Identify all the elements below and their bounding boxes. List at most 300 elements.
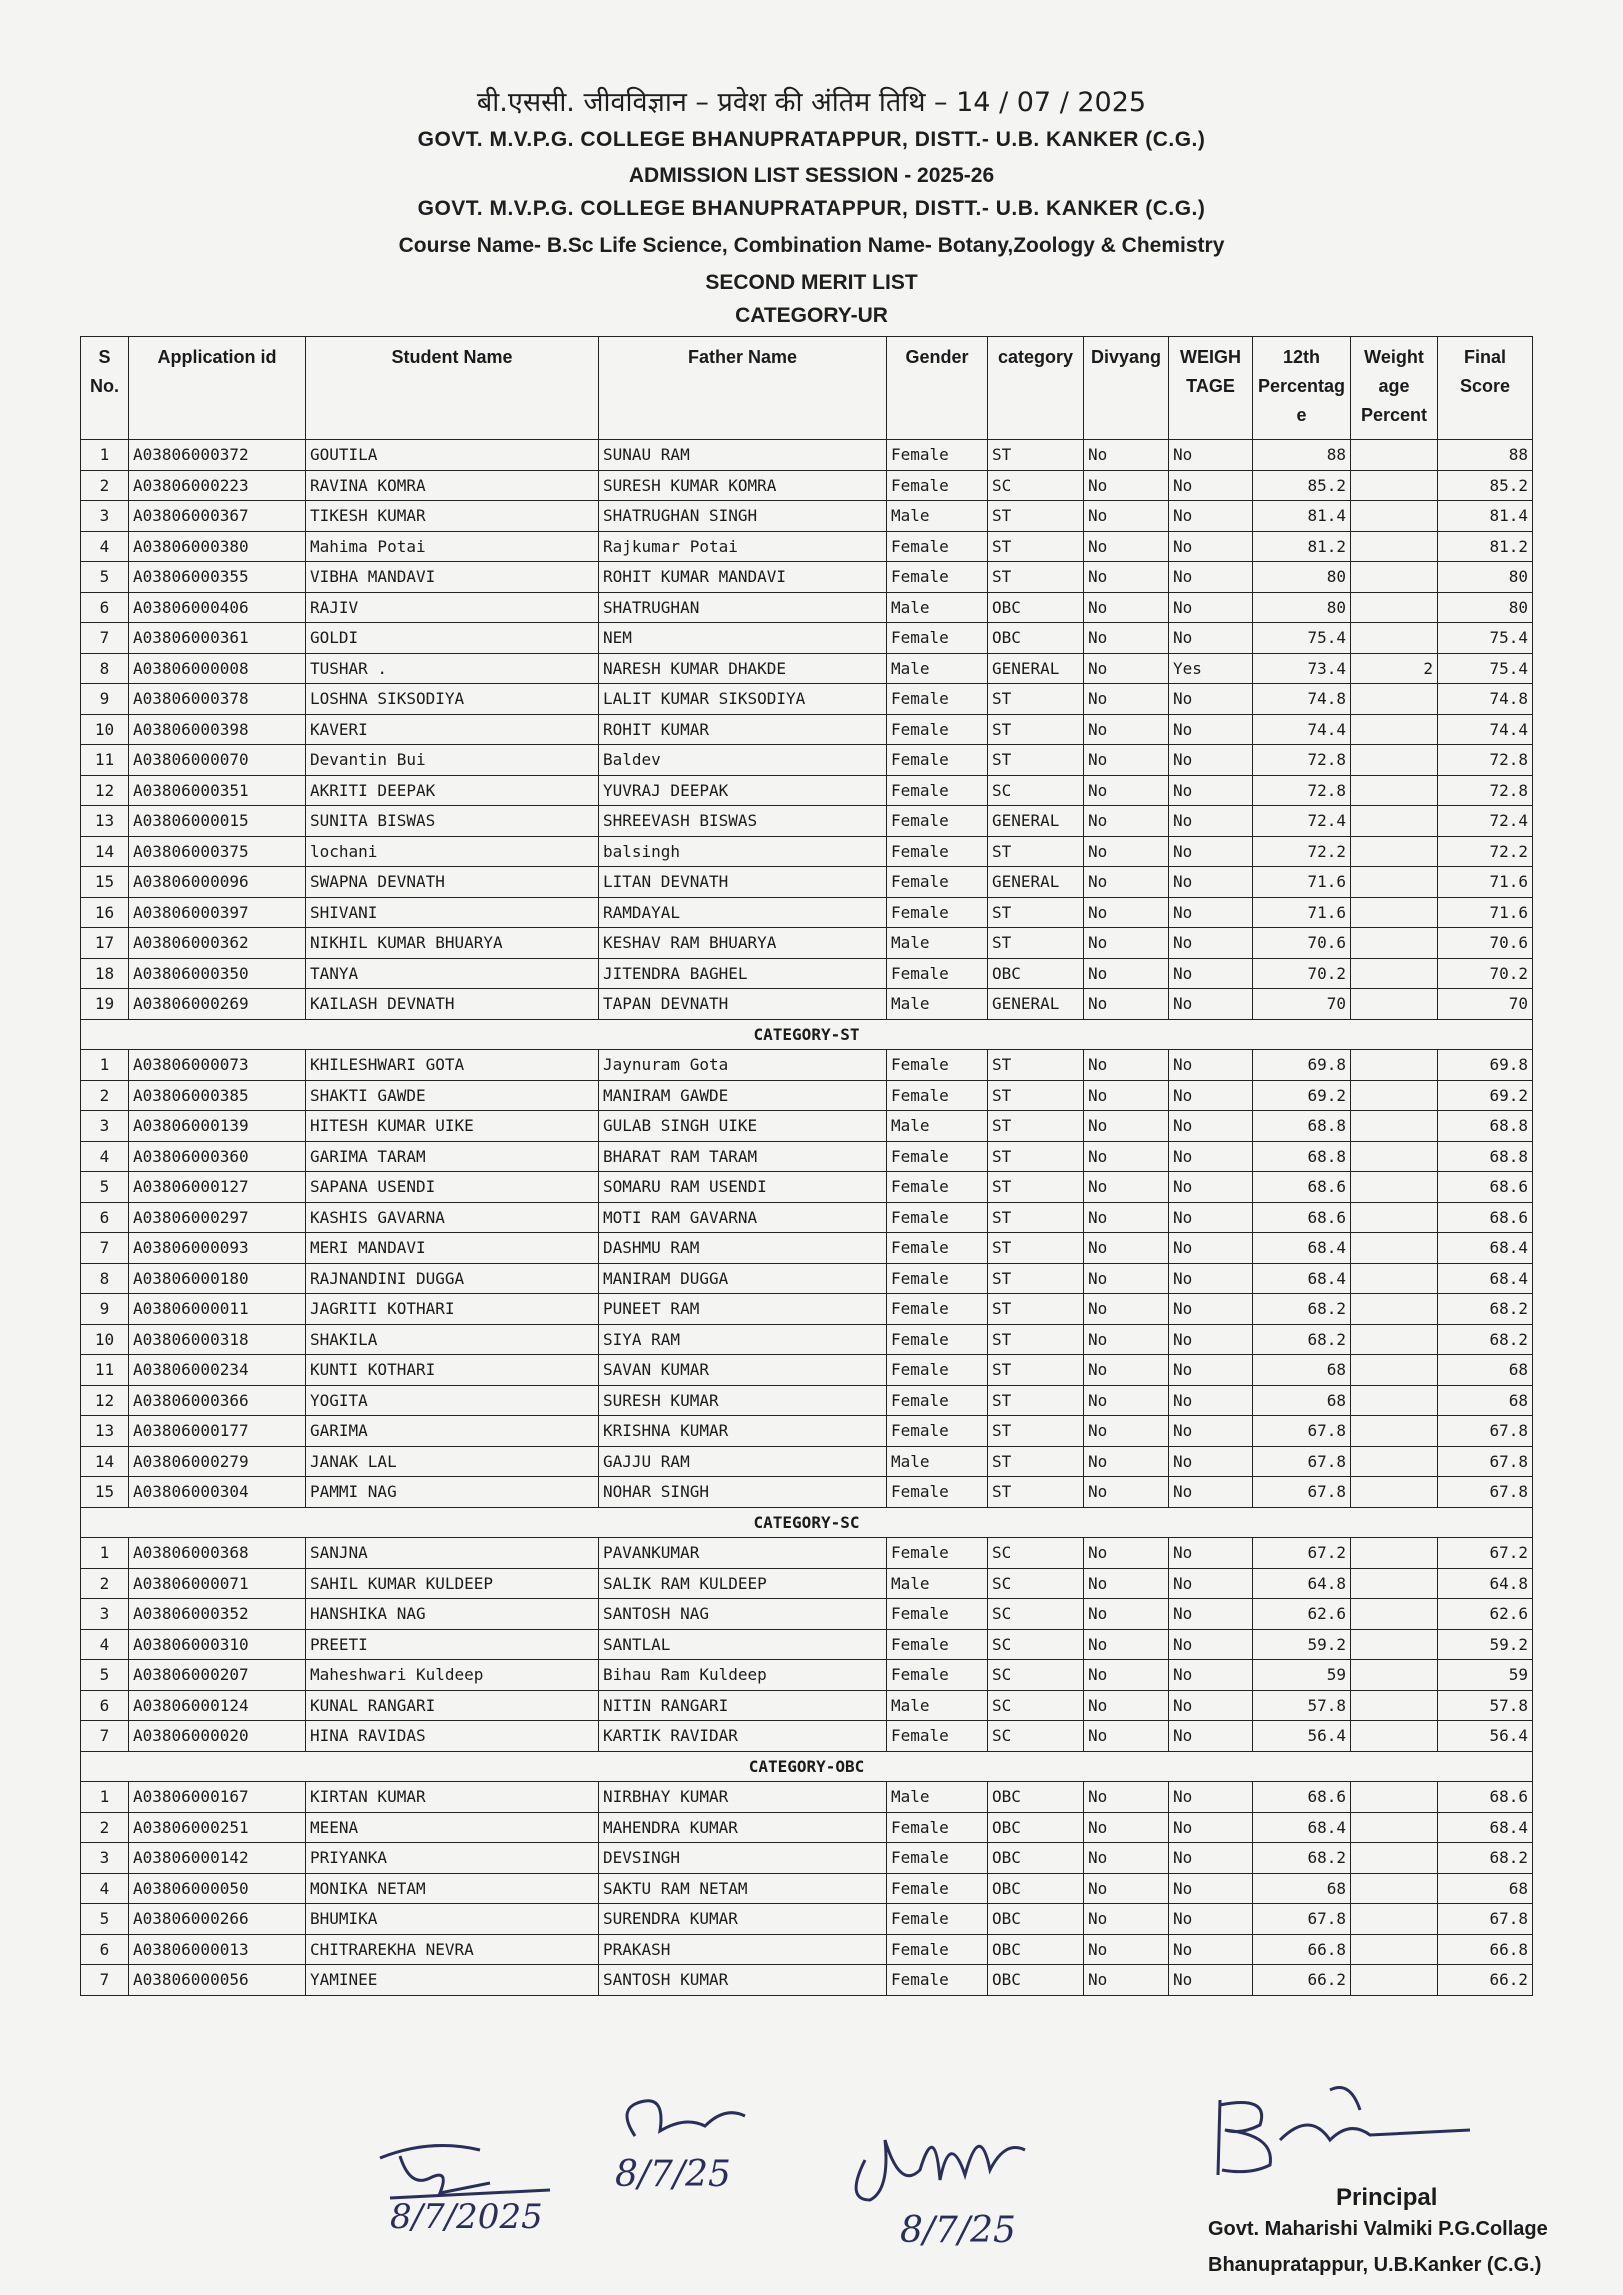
cell-gender: Male <box>887 1690 988 1721</box>
cell-weightage: No <box>1169 1629 1253 1660</box>
cell-divyang: No <box>1084 562 1169 593</box>
cell-final-score: 71.6 <box>1438 897 1533 928</box>
cell-application-id: A03806000056 <box>129 1965 306 1996</box>
cell-gender: Female <box>887 1355 988 1386</box>
cell-father-name: SANTLAL <box>599 1629 887 1660</box>
cell-percentage: 74.8 <box>1253 684 1351 715</box>
cell-category: ST <box>988 1294 1084 1325</box>
cell-student-name: GOUTILA <box>306 440 599 471</box>
cell-student-name: RAJNANDINI DUGGA <box>306 1263 599 1294</box>
cell-divyang: No <box>1084 714 1169 745</box>
cell-application-id: A03806000372 <box>129 440 306 471</box>
col-header-student-name: Student Name <box>306 337 599 440</box>
cell-application-id: A03806000378 <box>129 684 306 715</box>
cell-student-name: HANSHIKA NAG <box>306 1599 599 1630</box>
cell-category: GENERAL <box>988 653 1084 684</box>
cell-sno: 6 <box>81 1202 129 1233</box>
cell-divyang: No <box>1084 1263 1169 1294</box>
signature-3 <box>840 2100 1060 2250</box>
cell-divyang: No <box>1084 684 1169 715</box>
cell-weightage: No <box>1169 1873 1253 1904</box>
cell-final-score: 67.8 <box>1438 1477 1533 1508</box>
cell-category: ST <box>988 1477 1084 1508</box>
cell-application-id: A03806000380 <box>129 531 306 562</box>
cell-sno: 11 <box>81 745 129 776</box>
cell-weightage: No <box>1169 1782 1253 1813</box>
cell-weightage-percent <box>1351 1538 1438 1569</box>
cell-father-name: PRAKASH <box>599 1934 887 1965</box>
cell-sno: 1 <box>81 1050 129 1081</box>
cell-weightage: No <box>1169 775 1253 806</box>
cell-category: ST <box>988 1141 1084 1172</box>
cell-student-name: SHIVANI <box>306 897 599 928</box>
cell-sno: 14 <box>81 836 129 867</box>
cell-final-score: 81.2 <box>1438 531 1533 562</box>
cell-father-name: SURESH KUMAR <box>599 1385 887 1416</box>
principal-title: Principal <box>1336 2184 1438 2211</box>
cell-weightage: No <box>1169 1141 1253 1172</box>
cell-student-name: TUSHAR . <box>306 653 599 684</box>
cell-category: SC <box>988 470 1084 501</box>
cell-sno: 12 <box>81 775 129 806</box>
table-row <box>81 1446 1533 1477</box>
cell-sno: 3 <box>81 1843 129 1874</box>
table-row <box>81 1812 1533 1843</box>
cell-category: OBC <box>988 592 1084 623</box>
cell-application-id: A03806000013 <box>129 1934 306 1965</box>
cell-application-id: A03806000050 <box>129 1873 306 1904</box>
cell-student-name: KUNTI KOTHARI <box>306 1355 599 1386</box>
cell-category: OBC <box>988 1812 1084 1843</box>
cell-weightage-percent: 2 <box>1351 653 1438 684</box>
cell-student-name: PAMMI NAG <box>306 1477 599 1508</box>
cell-weightage-percent <box>1351 440 1438 471</box>
cell-father-name: Jaynuram Gota <box>599 1050 887 1081</box>
cell-weightage-percent <box>1351 836 1438 867</box>
cell-divyang: No <box>1084 440 1169 471</box>
table-row <box>81 1629 1533 1660</box>
table-row <box>81 1934 1533 1965</box>
table-row <box>81 1080 1533 1111</box>
cell-gender: Female <box>887 714 988 745</box>
cell-weightage: No <box>1169 1660 1253 1691</box>
cell-divyang: No <box>1084 928 1169 959</box>
cell-weightage: No <box>1169 1538 1253 1569</box>
cell-weightage-percent <box>1351 1385 1438 1416</box>
cell-gender: Female <box>887 806 988 837</box>
table-row <box>81 1172 1533 1203</box>
col-header-application-id: Application id <box>129 337 306 440</box>
cell-gender: Female <box>887 1263 988 1294</box>
cell-student-name: KAILASH DEVNATH <box>306 989 599 1020</box>
cell-sno: 9 <box>81 1294 129 1325</box>
cell-category: ST <box>988 1080 1084 1111</box>
cell-percentage: 66.8 <box>1253 1934 1351 1965</box>
cell-weightage: Yes <box>1169 653 1253 684</box>
principal-college: Govt. Maharishi Valmiki P.G.Collage <box>1208 2218 1548 2240</box>
cell-sno: 2 <box>81 1568 129 1599</box>
cell-sno: 13 <box>81 806 129 837</box>
table-row <box>81 928 1533 959</box>
table-row <box>81 1690 1533 1721</box>
cell-application-id: A03806000020 <box>129 1721 306 1752</box>
cell-sno: 7 <box>81 1965 129 1996</box>
cell-student-name: LOSHNA SIKSODIYA <box>306 684 599 715</box>
cell-application-id: A03806000015 <box>129 806 306 837</box>
cell-application-id: A03806000397 <box>129 897 306 928</box>
cell-category: GENERAL <box>988 989 1084 1020</box>
cell-percentage: 68.6 <box>1253 1202 1351 1233</box>
cell-divyang: No <box>1084 1477 1169 1508</box>
table-row <box>81 531 1533 562</box>
table-row <box>81 1416 1533 1447</box>
table-row <box>81 1965 1533 1996</box>
cell-final-score: 56.4 <box>1438 1721 1533 1752</box>
cell-gender: Female <box>887 1660 988 1691</box>
cell-student-name: KASHIS GAVARNA <box>306 1202 599 1233</box>
cell-father-name: GULAB SINGH UIKE <box>599 1111 887 1142</box>
cell-percentage: 67.2 <box>1253 1538 1351 1569</box>
cell-weightage-percent <box>1351 1446 1438 1477</box>
cell-gender: Female <box>887 1965 988 1996</box>
cell-divyang: No <box>1084 1690 1169 1721</box>
cell-student-name: VIBHA MANDAVI <box>306 562 599 593</box>
cell-sno: 4 <box>81 531 129 562</box>
cell-category: ST <box>988 1324 1084 1355</box>
cell-divyang: No <box>1084 1202 1169 1233</box>
cell-weightage-percent <box>1351 531 1438 562</box>
cell-student-name: Mahima Potai <box>306 531 599 562</box>
cell-divyang: No <box>1084 958 1169 989</box>
table-body <box>81 440 1533 1996</box>
table-row <box>81 440 1533 471</box>
cell-final-score: 75.4 <box>1438 623 1533 654</box>
cell-father-name: LALIT KUMAR SIKSODIYA <box>599 684 887 715</box>
cell-father-name: JITENDRA BAGHEL <box>599 958 887 989</box>
cell-category: SC <box>988 775 1084 806</box>
cell-weightage-percent <box>1351 684 1438 715</box>
cell-sno: 7 <box>81 623 129 654</box>
cell-percentage: 72.8 <box>1253 745 1351 776</box>
table-row <box>81 1904 1533 1935</box>
cell-category: ST <box>988 562 1084 593</box>
cell-student-name: GOLDI <box>306 623 599 654</box>
cell-gender: Female <box>887 1233 988 1264</box>
cell-student-name: KAVERI <box>306 714 599 745</box>
cell-category: ST <box>988 897 1084 928</box>
cell-sno: 2 <box>81 470 129 501</box>
cell-weightage-percent <box>1351 1111 1438 1142</box>
cell-final-score: 62.6 <box>1438 1599 1533 1630</box>
cell-gender: Female <box>887 1599 988 1630</box>
category-heading-row <box>81 1019 1533 1050</box>
cell-weightage: No <box>1169 684 1253 715</box>
cell-student-name: CHITRAREKHA NEVRA <box>306 1934 599 1965</box>
cell-final-score: 57.8 <box>1438 1690 1533 1721</box>
cell-application-id: A03806000310 <box>129 1629 306 1660</box>
cell-category: OBC <box>988 1843 1084 1874</box>
merit-list-title: SECOND MERIT LIST <box>705 271 918 294</box>
cell-sno: 3 <box>81 1111 129 1142</box>
cell-sno: 8 <box>81 653 129 684</box>
cell-percentage: 80 <box>1253 592 1351 623</box>
cell-weightage-percent <box>1351 1721 1438 1752</box>
cell-category: ST <box>988 1050 1084 1081</box>
cell-percentage: 68.2 <box>1253 1324 1351 1355</box>
cell-category: ST <box>988 1202 1084 1233</box>
cell-category: ST <box>988 1446 1084 1477</box>
cell-final-score: 68.6 <box>1438 1172 1533 1203</box>
table-row <box>81 1233 1533 1264</box>
cell-father-name: MOTI RAM GAVARNA <box>599 1202 887 1233</box>
cell-gender: Female <box>887 1629 988 1660</box>
cell-father-name: DASHMU RAM <box>599 1233 887 1264</box>
cell-percentage: 68 <box>1253 1385 1351 1416</box>
cell-application-id: A03806000385 <box>129 1080 306 1111</box>
cell-weightage-percent <box>1351 806 1438 837</box>
table-row <box>81 1324 1533 1355</box>
col-header-category: category <box>988 337 1084 440</box>
cell-divyang: No <box>1084 1812 1169 1843</box>
cell-final-score: 68.8 <box>1438 1111 1533 1142</box>
cell-weightage: No <box>1169 1355 1253 1386</box>
cell-father-name: SOMARU RAM USENDI <box>599 1172 887 1203</box>
table-row <box>81 1599 1533 1630</box>
cell-weightage-percent <box>1351 1660 1438 1691</box>
cell-weightage-percent <box>1351 1202 1438 1233</box>
cell-sno: 4 <box>81 1141 129 1172</box>
cell-gender: Female <box>887 836 988 867</box>
cell-weightage-percent <box>1351 562 1438 593</box>
cell-weightage: No <box>1169 1965 1253 1996</box>
cell-weightage-percent <box>1351 1477 1438 1508</box>
cell-father-name: KRISHNA KUMAR <box>599 1416 887 1447</box>
cell-final-score: 74.4 <box>1438 714 1533 745</box>
cell-divyang: No <box>1084 1660 1169 1691</box>
cell-final-score: 68 <box>1438 1873 1533 1904</box>
cell-sno: 8 <box>81 1263 129 1294</box>
cell-student-name: KUNAL RANGARI <box>306 1690 599 1721</box>
col-header-12th-percentage: 12th Percentag e <box>1253 337 1351 440</box>
principal-signature <box>1200 2080 1480 2190</box>
cell-divyang: No <box>1084 1782 1169 1813</box>
cell-application-id: A03806000318 <box>129 1324 306 1355</box>
cell-father-name: SALIK RAM KULDEEP <box>599 1568 887 1599</box>
cell-weightage-percent <box>1351 1812 1438 1843</box>
cell-weightage: No <box>1169 1599 1253 1630</box>
cell-weightage: No <box>1169 1934 1253 1965</box>
cell-weightage: No <box>1169 745 1253 776</box>
cell-application-id: A03806000234 <box>129 1355 306 1386</box>
cell-application-id: A03806000070 <box>129 745 306 776</box>
cell-final-score: 81.4 <box>1438 501 1533 532</box>
cell-father-name: SUNAU RAM <box>599 440 887 471</box>
cell-final-score: 68.8 <box>1438 1141 1533 1172</box>
cell-percentage: 67.8 <box>1253 1904 1351 1935</box>
cell-sno: 3 <box>81 501 129 532</box>
cell-sno: 1 <box>81 1538 129 1569</box>
cell-final-score: 71.6 <box>1438 867 1533 898</box>
cell-final-score: 72.8 <box>1438 745 1533 776</box>
cell-final-score: 68.2 <box>1438 1294 1533 1325</box>
cell-sno: 3 <box>81 1599 129 1630</box>
cell-gender: Female <box>887 1812 988 1843</box>
table-row <box>81 1721 1533 1752</box>
cell-father-name: NIRBHAY KUMAR <box>599 1782 887 1813</box>
cell-student-name: SAHIL KUMAR KULDEEP <box>306 1568 599 1599</box>
cell-weightage: No <box>1169 562 1253 593</box>
cell-weightage: No <box>1169 1843 1253 1874</box>
cell-divyang: No <box>1084 1080 1169 1111</box>
table-row <box>81 958 1533 989</box>
cell-gender: Male <box>887 653 988 684</box>
cell-application-id: A03806000361 <box>129 623 306 654</box>
cell-category: ST <box>988 745 1084 776</box>
cell-percentage: 88 <box>1253 440 1351 471</box>
cell-father-name: KARTIK RAVIDAR <box>599 1721 887 1752</box>
category-heading-row <box>81 1751 1533 1782</box>
cell-weightage: No <box>1169 440 1253 471</box>
cell-weightage: No <box>1169 1446 1253 1477</box>
cell-gender: Female <box>887 1385 988 1416</box>
cell-percentage: 56.4 <box>1253 1721 1351 1752</box>
cell-divyang: No <box>1084 836 1169 867</box>
cell-weightage-percent <box>1351 714 1438 745</box>
cell-divyang: No <box>1084 1904 1169 1935</box>
cell-application-id: A03806000375 <box>129 836 306 867</box>
cell-category: SC <box>988 1660 1084 1691</box>
cell-student-name: SAPANA USENDI <box>306 1172 599 1203</box>
cell-percentage: 69.2 <box>1253 1080 1351 1111</box>
table-row <box>81 1141 1533 1172</box>
col-header-sno: S No. <box>81 337 129 440</box>
table-row <box>81 1843 1533 1874</box>
col-header-weightage: WEIGH TAGE <box>1169 337 1253 440</box>
cell-weightage-percent <box>1351 623 1438 654</box>
cell-father-name: ROHIT KUMAR MANDAVI <box>599 562 887 593</box>
cell-final-score: 67.8 <box>1438 1446 1533 1477</box>
cell-category: OBC <box>988 1934 1084 1965</box>
cell-divyang: No <box>1084 1416 1169 1447</box>
cell-sno: 15 <box>81 867 129 898</box>
table-header-row <box>81 337 1533 440</box>
cell-percentage: 64.8 <box>1253 1568 1351 1599</box>
cell-divyang: No <box>1084 1843 1169 1874</box>
cell-father-name: NITIN RANGARI <box>599 1690 887 1721</box>
table-row <box>81 470 1533 501</box>
signature-1-date: 8/7/2025 <box>390 2197 543 2237</box>
cell-weightage-percent <box>1351 1263 1438 1294</box>
cell-percentage: 68.4 <box>1253 1233 1351 1264</box>
table-row <box>81 1355 1533 1386</box>
cell-category: ST <box>988 836 1084 867</box>
cell-divyang: No <box>1084 1050 1169 1081</box>
cell-final-score: 67.8 <box>1438 1416 1533 1447</box>
cell-gender: Female <box>887 1050 988 1081</box>
cell-application-id: A03806000352 <box>129 1599 306 1630</box>
cell-weightage-percent <box>1351 1934 1438 1965</box>
cell-category: GENERAL <box>988 806 1084 837</box>
cell-sno: 1 <box>81 1782 129 1813</box>
cell-percentage: 59.2 <box>1253 1629 1351 1660</box>
cell-gender: Male <box>887 1782 988 1813</box>
cell-application-id: A03806000142 <box>129 1843 306 1874</box>
table-row <box>81 1050 1533 1081</box>
cell-gender: Female <box>887 1873 988 1904</box>
cell-student-name: RAJIV <box>306 592 599 623</box>
cell-final-score: 68.2 <box>1438 1843 1533 1874</box>
cell-father-name: SHATRUGHAN <box>599 592 887 623</box>
cell-gender: Female <box>887 1172 988 1203</box>
table-row <box>81 1294 1533 1325</box>
cell-student-name: TANYA <box>306 958 599 989</box>
cell-father-name: SANTOSH KUMAR <box>599 1965 887 1996</box>
cell-weightage-percent <box>1351 867 1438 898</box>
cell-weightage-percent <box>1351 1050 1438 1081</box>
cell-application-id: A03806000355 <box>129 562 306 593</box>
cell-gender: Male <box>887 989 988 1020</box>
cell-percentage: 68.4 <box>1253 1812 1351 1843</box>
cell-sno: 1 <box>81 440 129 471</box>
cell-father-name: NEM <box>599 623 887 654</box>
table-row <box>81 1538 1533 1569</box>
cell-student-name: SWAPNA DEVNATH <box>306 867 599 898</box>
cell-student-name: TIKESH KUMAR <box>306 501 599 532</box>
cell-student-name: YOGITA <box>306 1385 599 1416</box>
cell-gender: Female <box>887 623 988 654</box>
cell-gender: Female <box>887 1141 988 1172</box>
cell-application-id: A03806000350 <box>129 958 306 989</box>
cell-student-name: MONIKA NETAM <box>306 1873 599 1904</box>
cell-sno: 6 <box>81 1934 129 1965</box>
table-row <box>81 867 1533 898</box>
cell-sno: 18 <box>81 958 129 989</box>
cell-student-name: JAGRITI KOTHARI <box>306 1294 599 1325</box>
cell-weightage-percent <box>1351 1080 1438 1111</box>
cell-weightage-percent <box>1351 1294 1438 1325</box>
cell-divyang: No <box>1084 623 1169 654</box>
cell-final-score: 75.4 <box>1438 653 1533 684</box>
cell-sno: 10 <box>81 714 129 745</box>
cell-percentage: 67.8 <box>1253 1477 1351 1508</box>
cell-application-id: A03806000304 <box>129 1477 306 1508</box>
cell-final-score: 70.6 <box>1438 928 1533 959</box>
cell-divyang: No <box>1084 1721 1169 1752</box>
cell-application-id: A03806000251 <box>129 1812 306 1843</box>
signature-3-date: 8/7/25 <box>900 2210 1016 2250</box>
cell-divyang: No <box>1084 470 1169 501</box>
cell-application-id: A03806000406 <box>129 592 306 623</box>
cell-gender: Female <box>887 1904 988 1935</box>
college-name-top: GOVT. M.V.P.G. COLLEGE BHANUPRATAPPUR, DISTT.- U.B. KANKER (C.G.) <box>417 128 1206 151</box>
merit-table <box>80 336 1533 1996</box>
cell-divyang: No <box>1084 775 1169 806</box>
cell-student-name: RAVINA KOMRA <box>306 470 599 501</box>
cell-weightage: No <box>1169 1477 1253 1508</box>
cell-percentage: 67.8 <box>1253 1416 1351 1447</box>
cell-divyang: No <box>1084 1172 1169 1203</box>
cell-father-name: SURENDRA KUMAR <box>599 1904 887 1935</box>
cell-sno: 4 <box>81 1873 129 1904</box>
cell-weightage-percent <box>1351 1416 1438 1447</box>
cell-application-id: A03806000167 <box>129 1782 306 1813</box>
cell-category: GENERAL <box>988 867 1084 898</box>
cell-father-name: NOHAR SINGH <box>599 1477 887 1508</box>
cell-gender: Female <box>887 775 988 806</box>
cell-student-name: AKRITI DEEPAK <box>306 775 599 806</box>
cell-father-name: MANIRAM DUGGA <box>599 1263 887 1294</box>
col-header-divyang: Divyang <box>1084 337 1169 440</box>
